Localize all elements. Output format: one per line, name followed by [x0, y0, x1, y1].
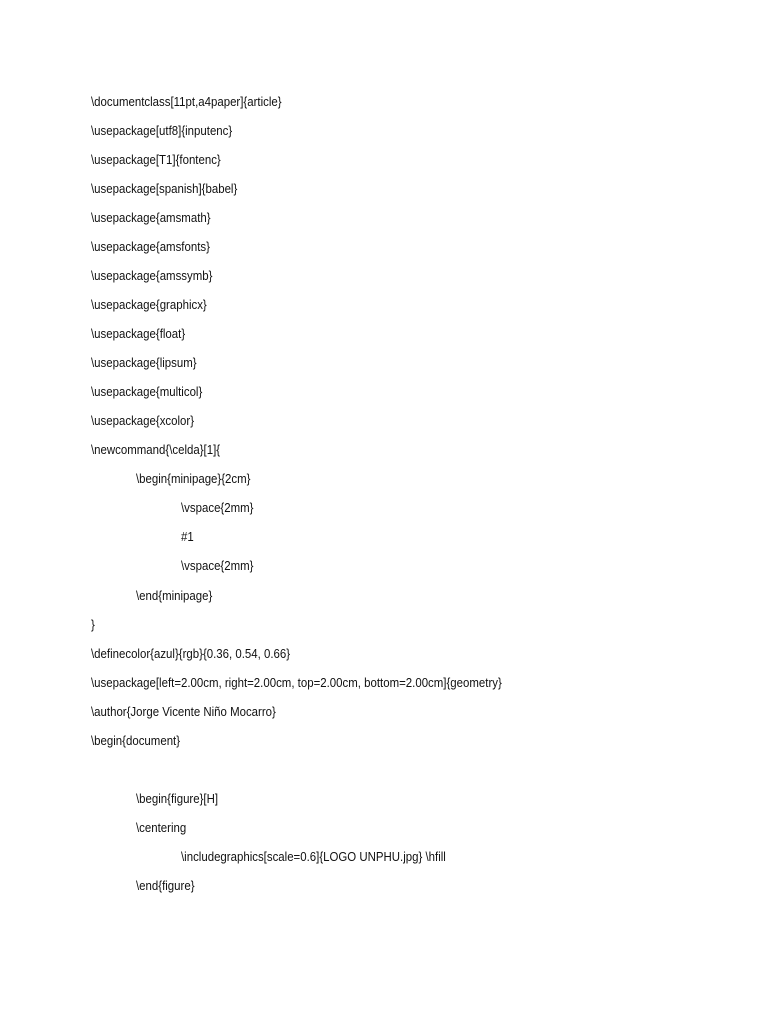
code-line: \includegraphics[scale=0.6]{LOGO UNPHU.jpg} \hfill: [181, 849, 446, 864]
code-line: \begin{document}: [91, 733, 181, 748]
code-line: }: [91, 617, 95, 632]
code-line: \newcommand{\celda}[1]{: [91, 442, 221, 457]
code-line: \usepackage[utf8]{inputenc}: [91, 123, 233, 138]
code-line: \usepackage{xcolor}: [91, 413, 195, 428]
code-line: \usepackage{graphicx}: [91, 297, 207, 312]
code-line: \usepackage[T1]{fontenc}: [91, 152, 221, 167]
code-line: \usepackage{lipsum}: [91, 355, 197, 370]
code-line: \definecolor{azul}{rgb}{0.36, 0.54, 0.66}: [91, 646, 291, 661]
code-line: \author{Jorge Vicente Niño Mocarro}: [91, 704, 276, 719]
code-line: \begin{minipage}{2cm}: [136, 471, 251, 486]
code-line: \usepackage{float}: [91, 326, 186, 341]
code-line: \usepackage{amsmath}: [91, 210, 211, 225]
code-line: \usepackage{amssymb}: [91, 268, 213, 283]
code-line: \centering: [136, 820, 187, 835]
code-line: \documentclass[11pt,a4paper]{article}: [91, 94, 282, 109]
code-line: \usepackage[spanish]{babel}: [91, 181, 238, 196]
code-line: \vspace{2mm}: [181, 558, 254, 573]
code-line: \end{figure}: [136, 878, 195, 893]
code-line: \vspace{2mm}: [181, 500, 254, 515]
code-line: \begin{figure}[H]: [136, 791, 219, 806]
code-line: #1: [181, 529, 194, 544]
code-line: \usepackage{amsfonts}: [91, 239, 210, 254]
code-line: \usepackage[left=2.00cm, right=2.00cm, top=2.00cm, bottom=2.00cm]{geometry}: [91, 675, 502, 690]
code-line: \end{minipage}: [136, 588, 213, 603]
code-line: \usepackage{multicol}: [91, 384, 203, 399]
